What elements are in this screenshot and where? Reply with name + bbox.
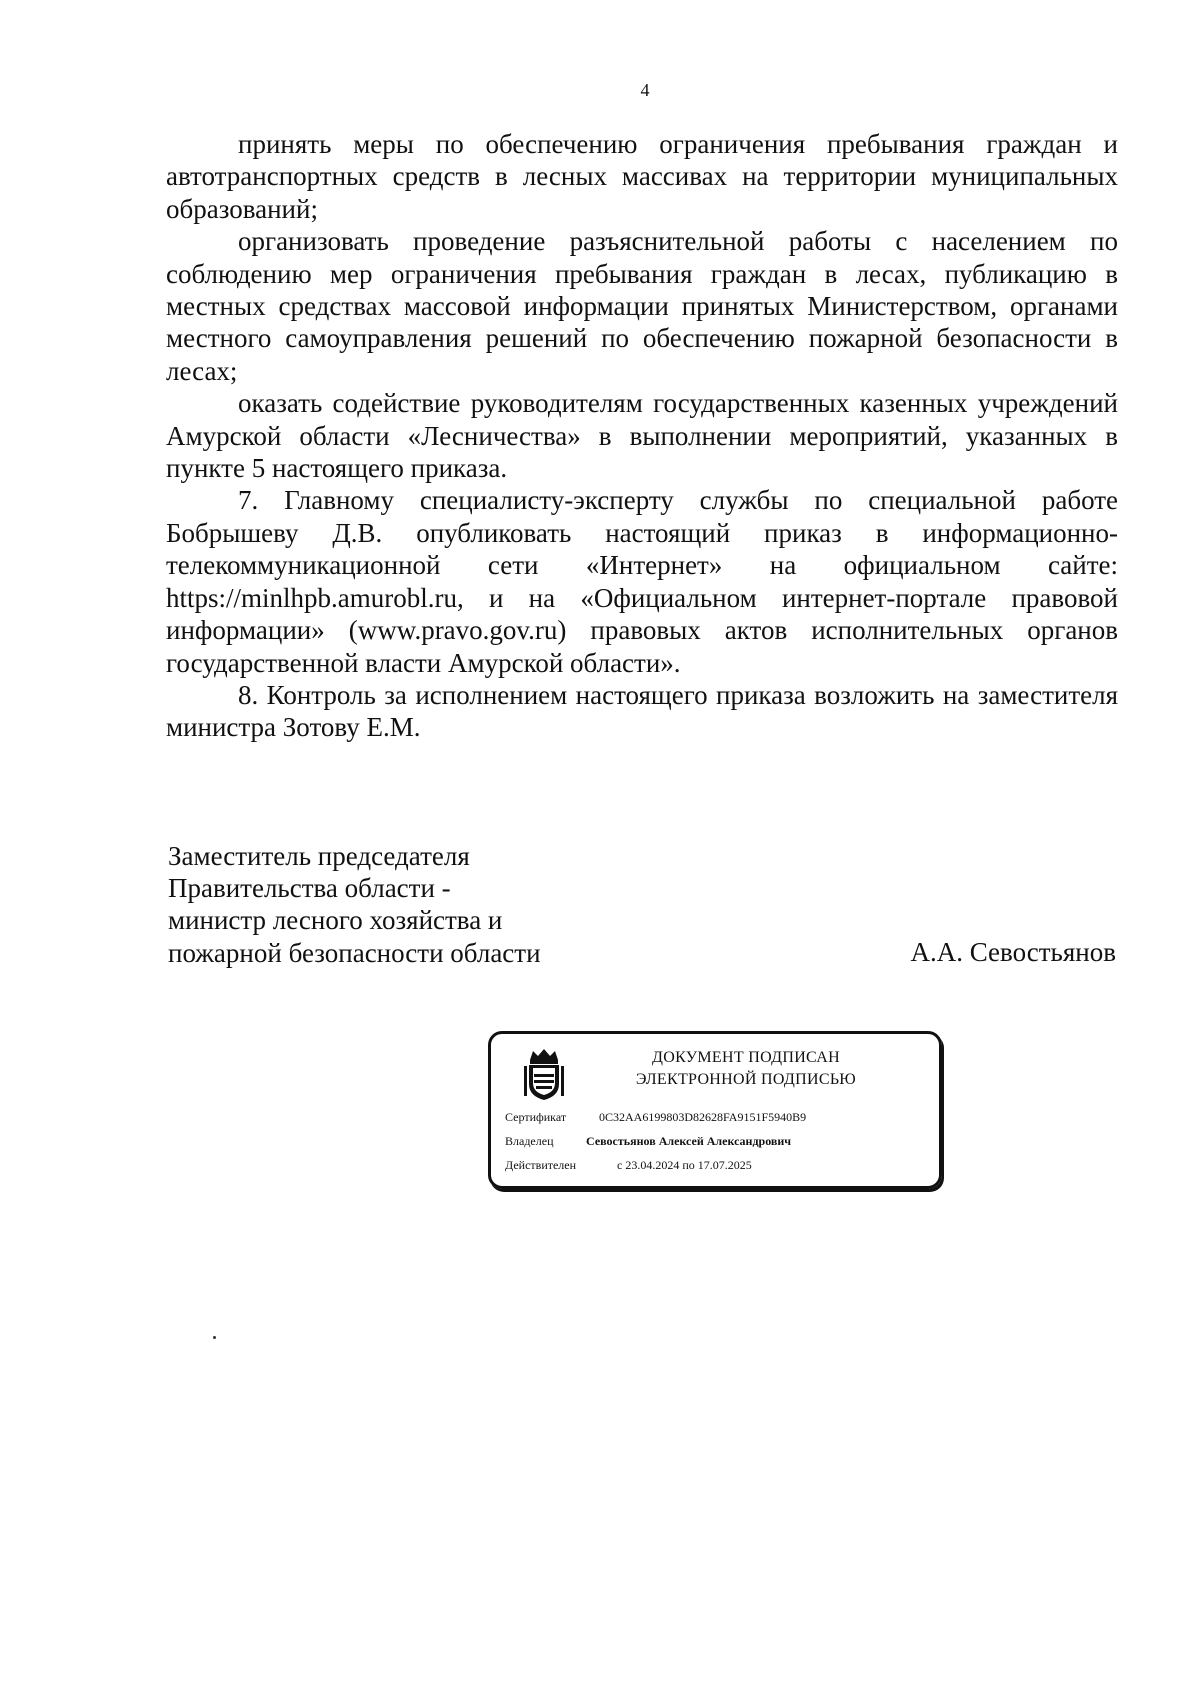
stamp-certificate-row (505, 1110, 806, 1125)
validity-label: Действителен (505, 1158, 577, 1172)
certificate-label: Сертификат (505, 1110, 567, 1124)
electronic-signature-stamp (488, 1031, 942, 1189)
owner-label: Владелец (505, 1134, 554, 1148)
paragraph-item-7: 7. Главному специалисту-эксперту службы по специальной работе Бобрышеву Д.В. опубликовать настоящий приказ в информационно-телекоммуникационной сети «Интернет» на официальном сайте: https://minlhpb.amurobl.ru, и на «Официальном интернет-портале правовой информации» (www.pravo.gov.ru) правовых актов исполнительных органов государственной власти Амурской области». (166, 485, 1118, 678)
paragraph-item-8: 8. Контроль за исполнением настоящего приказа возложить на заместителя министра Зотову Е.М. (166, 679, 1118, 743)
signatory-name: А.А. Севостьянов (910, 937, 1116, 967)
paragraph-assistance: оказать содействие руководителям государственных казенных учреждений Амурской области «Лесничества» в выполнении мероприятий, указанных в пункте 5 настоящего приказа. (166, 388, 1118, 484)
page-number: 4 (640, 80, 650, 100)
signature-block (168, 840, 1120, 969)
stamp-title-line: ДОКУМЕНТ ПОДПИСАН (652, 1049, 840, 1066)
coat-of-arms-icon (521, 1046, 567, 1102)
stamp-title (581, 1047, 911, 1091)
signatory-position-line: пожарной безопасности области (168, 937, 541, 968)
signatory-position-line: Правительства области - (168, 873, 451, 904)
owner-value: Севостьянов Алексей Александрович (586, 1134, 792, 1148)
scan-artifact-dot (213, 1336, 216, 1339)
stamp-owner-row (505, 1134, 791, 1149)
paragraph-explanatory-work: организовать проведение разъяснительной работы с населением по соблюдению мер ограничения пребывания граждан в лесах, публикацию в местных средствах массовой информации принятых Министерством, органами местного самоуправления решений по обеспечению пожарной безопасности в лесах; (166, 226, 1118, 386)
paragraph-measures: принять меры по обеспечению ограничения пребывания граждан и автотранспортных средств в лесных массивах на территории муниципальных образований; (166, 129, 1118, 224)
stamp-validity-row (505, 1158, 752, 1173)
validity-value: с 23.04.2024 по 17.07.2025 (617, 1158, 752, 1172)
signatory-position-line: министр лесного хозяйства и (168, 905, 503, 936)
stamp-title-line: ЭЛЕКТРОННОЙ ПОДПИСЬЮ (635, 1071, 857, 1088)
document-body (166, 128, 1118, 744)
certificate-value: 0C32AA6199803D82628FA9151F5940B9 (599, 1110, 807, 1124)
signatory-position-line: Заместитель председателя (168, 841, 470, 871)
